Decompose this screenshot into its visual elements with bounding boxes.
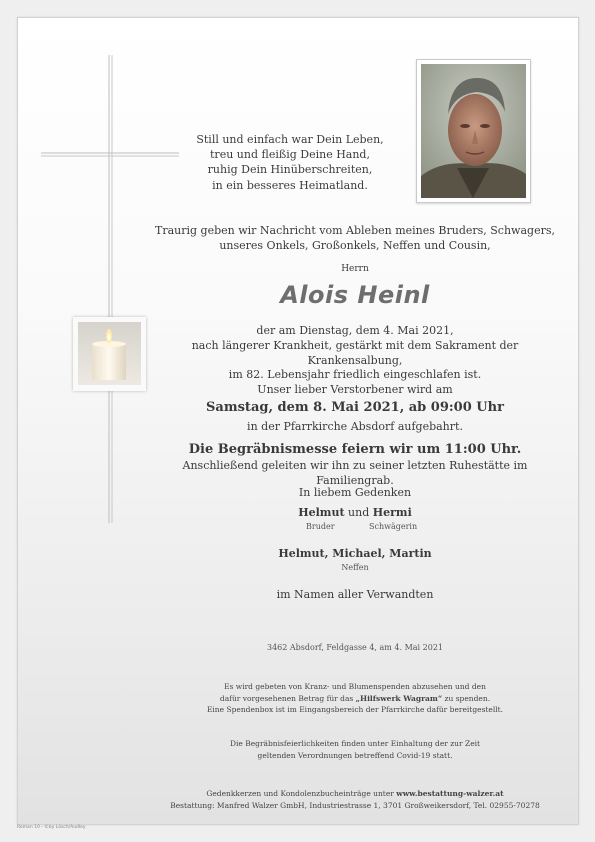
viewing-date: Samstag, dem 8. Mai 2021, ab 09:00 Uhr xyxy=(206,400,504,415)
donation-line: Eine Spendenbox ist im Eingangsbereich der Pfarrkirche dafür bereitgestellt. xyxy=(206,705,504,715)
announcement-intro xyxy=(150,224,560,254)
death-line: im 82. Lebensjahr friedlich eingeschlafen ist. xyxy=(228,368,482,382)
mourners-heading: In liebem Gedenken xyxy=(298,486,412,499)
donation-note xyxy=(150,681,560,716)
poem-line: treu und fleißig Deine Hand, xyxy=(210,148,370,162)
deceased-name: Alois Heinl xyxy=(280,281,430,309)
undertaker-text: Gedenkkerzen und Kondolenzbucheinträge unter xyxy=(206,789,397,798)
relatives-line: im Namen aller Verwandten xyxy=(276,588,434,601)
death-line: nach längerer Krankheit, gestärkt mit dem Sakrament der Krankensalbung, xyxy=(191,338,519,367)
undertaker-line xyxy=(130,788,580,800)
poem-line: in ein besseres Heimatland. xyxy=(212,178,368,192)
mourner-role: Schwägerin xyxy=(369,522,418,531)
donation-text: dafür vorgesehenen Betrag für das xyxy=(219,693,356,703)
covid-note xyxy=(150,738,560,761)
donation-text: zu spenden. xyxy=(442,693,491,703)
mourners-group-role: Neffen xyxy=(341,563,369,572)
mourner-and: und xyxy=(348,506,370,519)
candle-image-frame xyxy=(73,317,146,391)
mourner-name: Helmut xyxy=(298,506,345,519)
undertaker-website: www.bestattung-walzer.at xyxy=(396,789,504,798)
viewing-intro: Unser lieber Verstorbener wird am xyxy=(257,383,453,396)
salutation: Herrn xyxy=(341,264,369,274)
death-line: der am Dienstag, dem 4. Mai 2021, xyxy=(256,324,454,337)
portrait-photo xyxy=(421,64,526,198)
mourners-pair xyxy=(150,506,560,521)
covid-line: geltenden Verordnungen betreffend Covid-19 statt. xyxy=(257,750,453,760)
viewing-location: in der Pfarrkirche Absdorf aufgebahrt. xyxy=(247,420,463,433)
poem-line: ruhig Dein Hinüberschreiten, xyxy=(207,163,373,177)
mourner-role: Bruder xyxy=(306,522,335,531)
footer-note: Roman 10 - ©by Lösch/Audley xyxy=(17,825,86,830)
donation-line: Es wird gebeten von Kranz- und Blumenspenden abzusehen und den xyxy=(224,682,486,691)
charity-name: „Hilfswerk Wagram“ xyxy=(355,693,443,703)
intro-line: Traurig geben wir Nachricht vom Ableben meines Bruders, Schwagers, xyxy=(155,224,555,237)
death-notice xyxy=(150,324,560,383)
mass-time: Die Begräbnismesse feiern wir um 11:00 Uhr. xyxy=(188,442,522,457)
undertaker-line: Bestattung: Manfred Walzer GmbH, Industriestrasse 1, 3701 Großweikersdorf, Tel. 02955-70278 xyxy=(170,800,540,810)
mourners-group: Helmut, Michael, Martin xyxy=(278,547,432,560)
poem xyxy=(180,132,400,193)
donation-line xyxy=(150,693,560,705)
portrait-photo-frame xyxy=(416,59,531,203)
mourner-name: Hermi xyxy=(372,506,412,519)
address-date-line: 3462 Absdorf, Feldgasse 4, am 4. Mai 2021 xyxy=(266,643,443,652)
covid-line: Die Begräbnisfeierlichkeiten finden unter Einhaltung der zur Zeit xyxy=(229,739,481,748)
intro-line: unseres Onkels, Großonkels, Neffen und Cousin, xyxy=(219,238,491,252)
candle-icon xyxy=(78,322,141,385)
undertaker-info xyxy=(130,788,580,811)
burial-note: Anschließend geleiten wir ihn zu seiner letzten Ruhestätte im Familiengrab. xyxy=(182,459,528,487)
poem-line: Still und einfach war Dein Leben, xyxy=(196,133,384,146)
